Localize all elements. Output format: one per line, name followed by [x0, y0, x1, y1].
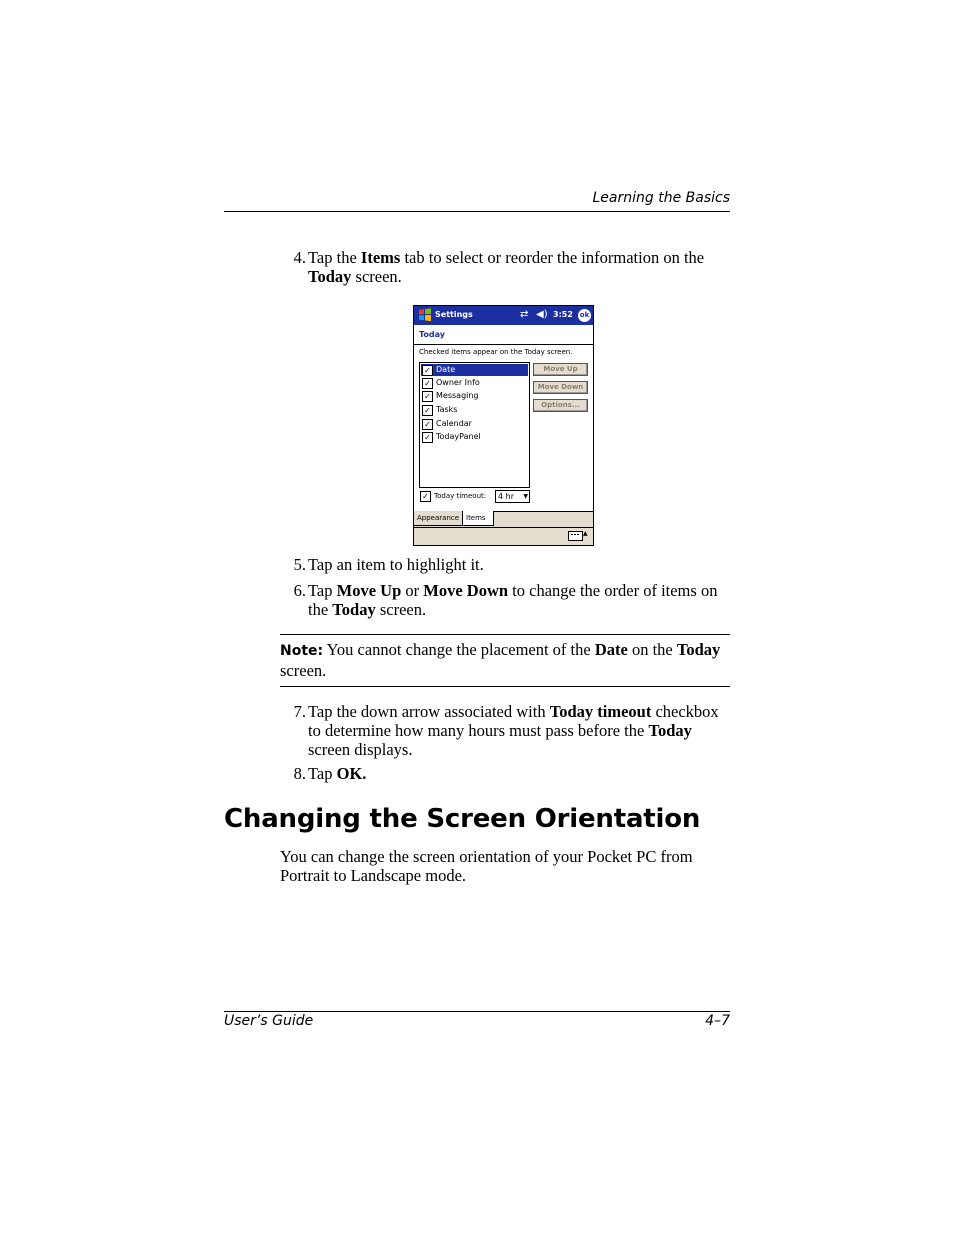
today-timeout-checkbox[interactable]: ✓: [420, 491, 431, 502]
note-top-rule: [280, 634, 730, 635]
step-7: [284, 702, 734, 759]
device-clock[interactable]: 3:52: [553, 310, 573, 319]
start-windows-flag-icon[interactable]: [418, 308, 432, 322]
tab-items[interactable]: Items: [462, 511, 494, 526]
list-item-tasks[interactable]: ✓ Tasks: [421, 404, 528, 416]
ok-button[interactable]: ok: [578, 309, 591, 322]
running-header: Learning the Basics: [592, 190, 730, 206]
checkbox-checked-icon[interactable]: ✓: [422, 365, 433, 376]
step-5: [284, 555, 734, 574]
checkbox-checked-icon[interactable]: ✓: [422, 405, 433, 416]
volume-icon[interactable]: ◀︎): [536, 309, 548, 320]
settings-page-title: Today: [414, 325, 593, 345]
device-command-bar: [414, 527, 593, 546]
settings-tabs: [414, 511, 593, 527]
step-text: Tap the down arrow associated with Today timeout checkbox to determine how many hours must pass before the Today screen displays.: [308, 702, 719, 759]
step-8: [284, 764, 734, 783]
checkbox-checked-icon[interactable]: ✓: [422, 419, 433, 430]
section-body: You can change the screen orientation of your Pocket PC from Portrait to Landscape mode.: [280, 847, 693, 885]
list-item-todaypanel[interactable]: ✓ TodayPanel: [421, 431, 528, 443]
today-timeout-label: Today timeout:: [434, 492, 487, 500]
tab-appearance[interactable]: Appearance: [414, 511, 463, 526]
chevron-down-icon[interactable]: ▼: [523, 493, 528, 500]
keyboard-icon[interactable]: [568, 531, 583, 541]
today-items-list[interactable]: [419, 362, 530, 488]
note: Note: You cannot change the placement of the Date on the Today screen.: [280, 640, 721, 680]
header-rule: [224, 211, 730, 212]
page-number: 4–7: [705, 1013, 730, 1029]
step-4: [284, 248, 734, 286]
step-text: Tap OK.: [308, 764, 367, 783]
move-down-button[interactable]: Move Down: [533, 381, 588, 394]
list-item-date[interactable]: ✓ Date: [421, 364, 528, 376]
note-bottom-rule: [280, 686, 730, 687]
step-number: 5.: [293, 555, 306, 574]
list-item-messaging[interactable]: ✓ Messaging: [421, 390, 528, 402]
step-number: 8.: [293, 764, 306, 783]
step-6: [284, 581, 734, 619]
connectivity-icon[interactable]: ⇄: [520, 309, 529, 320]
today-timeout-select[interactable]: 4 hr ▼: [495, 490, 530, 503]
list-item-calendar[interactable]: ✓ Calendar: [421, 418, 528, 430]
checkbox-checked-icon[interactable]: ✓: [422, 432, 433, 443]
device-title-bar: [414, 306, 593, 325]
step-text: Tap Move Up or Move Down to change the order of items on the Today screen.: [308, 581, 718, 619]
options-button[interactable]: Options...: [533, 399, 588, 412]
device-screenshot: [413, 305, 594, 546]
items-hint: Checked items appear on the Today screen.: [419, 348, 573, 356]
note-label: Note:: [280, 643, 324, 659]
footer-rule: [224, 1011, 730, 1012]
footer-guide-title: User’s Guide: [224, 1013, 314, 1029]
section-heading: Changing the Screen Orientation: [224, 804, 701, 834]
move-up-button[interactable]: Move Up: [533, 363, 588, 376]
checkbox-checked-icon[interactable]: ✓: [422, 378, 433, 389]
step-number: 7.: [293, 702, 306, 721]
step-text: Tap the Items tab to select or reorder the information on the Today screen.: [308, 248, 705, 286]
list-item-owner-info[interactable]: ✓ Owner Info: [421, 377, 528, 389]
step-text: Tap an item to highlight it.: [308, 555, 484, 574]
input-menu-arrow-icon[interactable]: ▲: [583, 530, 588, 537]
today-timeout-row: [419, 490, 589, 502]
device-title: Settings: [435, 310, 473, 319]
step-number: 4.: [293, 248, 306, 267]
checkbox-checked-icon[interactable]: ✓: [422, 391, 433, 402]
step-number: 6.: [293, 581, 306, 600]
